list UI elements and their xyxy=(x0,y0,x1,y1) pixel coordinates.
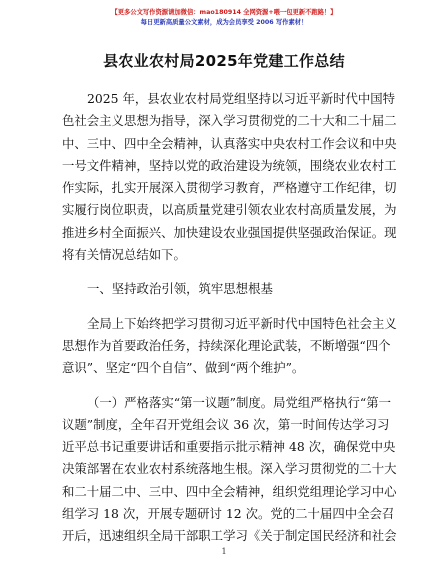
paragraph-line: 色社会主义思想为指导，深入学习贯彻党的二十大和二十届二 xyxy=(62,113,397,129)
paragraph-line: 近平总书记重要讲话和重要指示批示精神 48 次，确保党中央 xyxy=(62,439,396,455)
promo-banner-line-1: 【更多公文写作资源请加微信：mao180914 全网资源+喂一包更新不跑路！】 xyxy=(111,9,337,16)
paragraph-line: 意识”、坚定“四个自信”、做到“两个维护”。 xyxy=(62,360,305,376)
section-heading: 一、坚持政治引领，筑牢思想根基 xyxy=(87,281,273,297)
paragraph-line: 将有关情况总结如下。 xyxy=(62,247,186,263)
paragraph-line: 议题”制度，全年召开党组会议 36 次，第一时间传达学习习 xyxy=(62,416,390,432)
paragraph-line: 一号文件精神，坚持以党的政治建设为统领，围绕农业农村工 xyxy=(62,157,397,173)
paragraph-line: 作实际，扎实开展深入贯彻学习教育，严格遵守工作纪律，切 xyxy=(62,180,397,196)
paragraph-line: 2025 年，县农业农村局党组坚持以习近平新时代中国特 xyxy=(87,91,396,106)
promo-banner-line-2: 每日更新高质量公文素材，成为会员享受 2006 写作素材！ xyxy=(140,19,308,26)
paragraph-line: 全局上下始终把学习贯彻习近平新时代中国特色社会主义 xyxy=(87,315,397,331)
paragraph-line: 推进乡村全面振兴、加快建设农业强国提供坚强政治保证。现 xyxy=(62,224,397,240)
paragraph-line: 实履行岗位职责，以高质量党建引领农业农村高质量发展，为 xyxy=(62,202,397,218)
paragraph-line: 组学习 18 次，开展专题研讨 12 次。党的二十届四中全会召 xyxy=(62,506,395,522)
document-body xyxy=(62,88,397,548)
paragraph-line: 和二十届二中、三中、四中全会精神，组织党组理论学习中心 xyxy=(62,483,397,499)
paragraph-line: 中、三中、四中全会精神，认真落实中央农村工作会议和中央 xyxy=(62,135,397,151)
paragraph-line: 开后，迅速组织全局干部职工学习《关于制定国民经济和社会 xyxy=(62,528,397,544)
page-number: 1 xyxy=(221,547,227,556)
document-title: 县农业农村局2025年党建工作总结 xyxy=(103,52,345,70)
paragraph-line: （一）严格落实“第一议题”制度。局党组严格执行“第一 xyxy=(87,394,391,410)
paragraph-line: 思想作为首要政治任务，持续深化理论武装，不断增强“四个 xyxy=(62,337,391,353)
paragraph-line: 决策部署在农业农村系统落地生根。深入学习贯彻党的二十大 xyxy=(62,461,397,477)
